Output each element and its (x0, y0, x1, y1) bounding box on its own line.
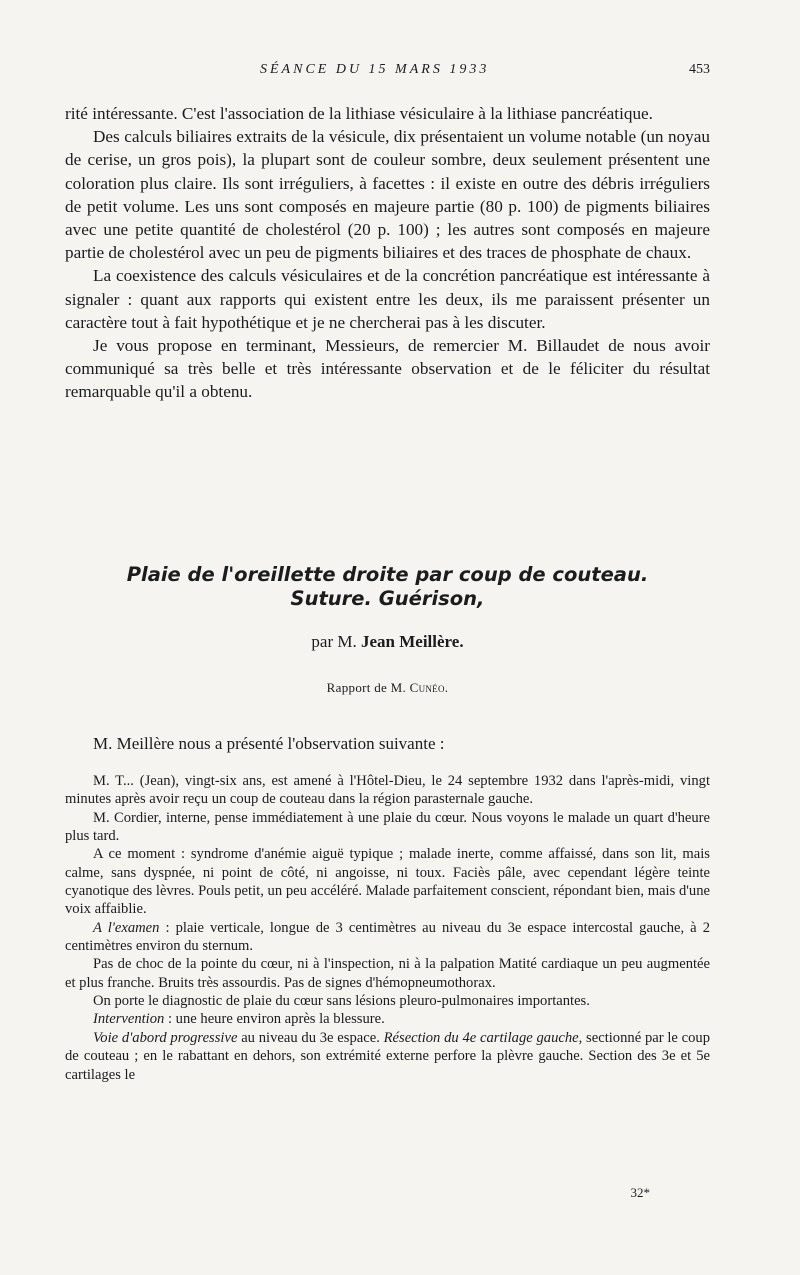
paragraph: Des calculs biliaires extraits de la vésicule, dix présentaient un volume notable (un noyau de cerise, un gros pois), la plupart sont de couleur sombre, deux seulement présentent une coloration plus claire. Ils sont irréguliers, à facettes : il existe en outre des débris irréguliers de petit volume. Les uns sont composés en majeure partie (80 p. 100) de pigments biliaires avec une petite quantité de cholestérol (20 p. 100) ; les autres sont composés en majeure partie de cholestérol avec un peu de pigments biliaires et des traces de phosphate de chaux. (65, 127, 710, 263)
report-author: Cunéo. (409, 680, 449, 695)
author-line (65, 632, 710, 652)
article-title-line: Plaie de l'oreillette droite par coup de couteau. (126, 563, 649, 586)
paragraph: Intervention : une heure environ après la blessure. (93, 1011, 385, 1028)
report-line (65, 680, 710, 696)
page-number: 453 (689, 62, 710, 77)
italic-label: Intervention (93, 1011, 165, 1028)
italic-label: A l'examen (93, 919, 160, 936)
observation-text (65, 772, 710, 1084)
paragraph: A l'examen : plaie verticale, longue de 3 centimètres au niveau du 3e espace intercostal gauche, à 2 centimètres environ du sternum. (65, 919, 710, 955)
paragraph: M. Cordier, interne, pense immédiatement à une plaie du cœur. Nous voyons le malade un quart d'heure plus tard. (65, 809, 710, 845)
article-title-line: Suture. Guérison, (290, 587, 485, 610)
author-name: Jean Meillère. (360, 632, 464, 651)
author-prefix: par M. (311, 632, 357, 651)
paragraph: M. T... (Jean), vingt-six ans, est amené à l'Hôtel-Dieu, le 24 septembre 1932 dans l'après-midi, vingt minutes après avoir reçu un coup de couteau dans la région parasternale gauche. (65, 773, 710, 808)
previous-report-text (65, 102, 710, 404)
paragraph: Pas de choc de la pointe du cœur, ni à l'inspection, ni à la palpation Matité cardiaque un peu augmentée et plus franche. Bruits très assourdis. Pas de signes d'hémopneumothorax. (65, 956, 710, 991)
italic-label: Voie d'abord progressive (93, 1029, 238, 1046)
running-title: SÉANCE DU 15 MARS 1933 (260, 62, 490, 77)
report-prefix: Rapport de M. (326, 680, 407, 695)
paragraph: On porte le diagnostic de plaie du cœur sans lésions pleuro-pulmonaires importantes. (93, 993, 590, 1010)
paragraph: Je vous propose en terminant, Messieurs, de remercier M. Billaudet de nous avoir communiqué sa très belle et très intéressante observation et de le féliciter du résultat remarquable qu'il a obtenu. (65, 336, 710, 402)
italic-label: Résection du 4e cartilage gauche (383, 1029, 579, 1046)
signature-mark: 32* (630, 1185, 650, 1200)
paragraph: rité intéressante. C'est l'association de la lithiase vésiculaire à la lithiase pancréatique. (65, 104, 653, 123)
paragraph: A ce moment : syndrome d'anémie aiguë typique ; malade inerte, comme affaissé, dans son lit, mais calme, sans dyspnée, ni point de côté, ni angoisse, ni toux. Faciès pâle, avec cependant légère teinte cyanotique des lèvres. Pouls petit, un peu accéléré. Malade parfaitement conscient, répondant bien, mais d'une voix affaiblie. (65, 846, 710, 918)
article-title (65, 563, 710, 611)
running-header (0, 62, 800, 84)
intro-line: M. Meillère nous a présenté l'observation suivante : (93, 734, 445, 753)
paragraph: La coexistence des calculs vésiculaires et de la concrétion pancréatique est intéressante à signaler : quant aux rapports qui existent entre les deux, ils me paraissent présenter un caractère tout à fait hypothétique et je ne chercherai pas à les discuter. (65, 266, 710, 332)
paragraph: Voie d'abord progressive au niveau du 3e espace. Résection du 4e cartilage gauche, sectionné par le coup de couteau ; en le rabattant en dehors, son extrémité externe perfore la plèvre gauche. Section des 3e et 5e cartilages le (65, 1029, 711, 1083)
